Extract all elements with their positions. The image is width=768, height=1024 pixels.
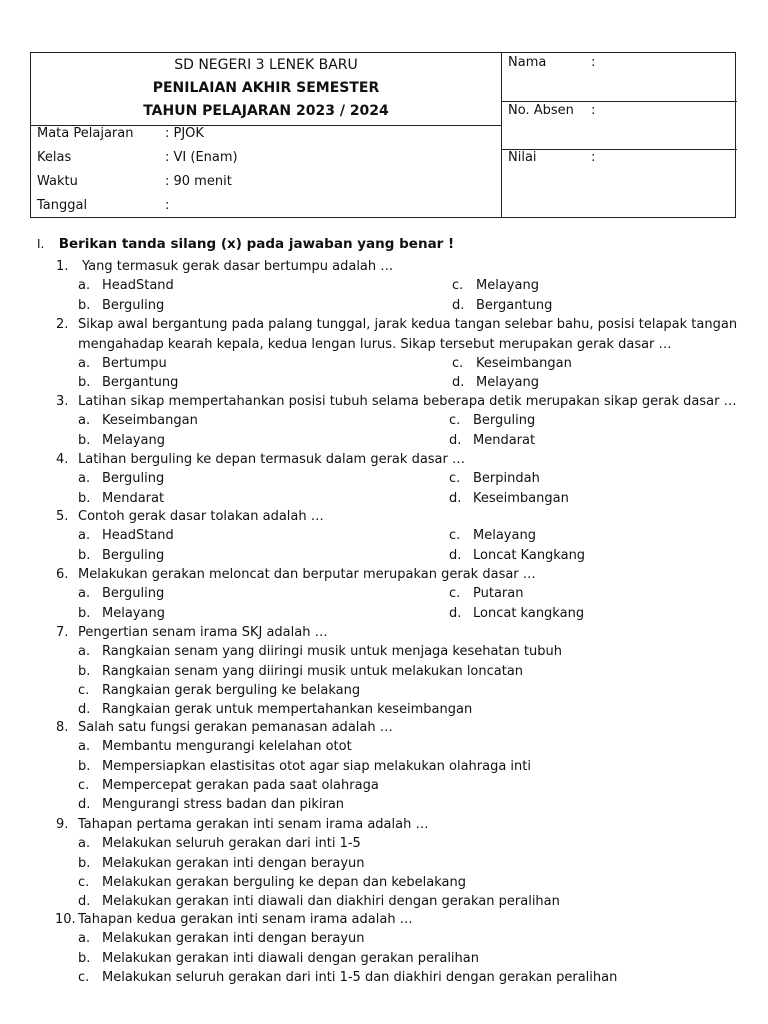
name-label: Nama bbox=[508, 55, 547, 70]
option-text: Melayang bbox=[476, 374, 539, 390]
option-letter: d. bbox=[452, 374, 465, 390]
option-text: Melakukan gerakan inti dengan berayun bbox=[102, 855, 365, 871]
question-text: Contoh gerak dasar tolakan adalah … bbox=[78, 509, 324, 524]
option-letter: c. bbox=[78, 682, 90, 698]
option-text: Mendarat bbox=[102, 490, 165, 506]
option-letter: d. bbox=[78, 797, 91, 813]
option-text: Keseimbangan bbox=[476, 355, 572, 371]
option-letter: b. bbox=[78, 490, 91, 506]
option-text: Loncat Kangkang bbox=[473, 547, 586, 563]
option-text: Loncat kangkang bbox=[473, 605, 585, 621]
option-text: Berpindah bbox=[473, 471, 540, 487]
info-label: Tanggal bbox=[37, 198, 88, 213]
option-text: Bergantung bbox=[102, 374, 179, 390]
question-text: Latihan sikap mempertahankan posisi tubuh selama beberapa detik merupakan sikap gerak dasar … bbox=[78, 394, 737, 409]
option-letter: c. bbox=[449, 586, 461, 602]
option-letter: a. bbox=[78, 931, 91, 947]
option-text: Mempercepat gerakan pada saat olahraga bbox=[102, 777, 379, 793]
option-text: Berguling bbox=[473, 413, 536, 429]
exam-title: PENILAIAN AKHIR SEMESTER bbox=[152, 80, 380, 96]
option-text: Keseimbangan bbox=[473, 490, 569, 506]
option-letter: b. bbox=[78, 758, 91, 774]
option-text: Melakukan gerakan berguling ke depan dan kebelakang bbox=[102, 874, 466, 890]
option-letter: b. bbox=[78, 950, 91, 966]
option-letter: b. bbox=[78, 605, 91, 621]
score-label: Nilai bbox=[508, 150, 537, 165]
option-letter: d. bbox=[449, 547, 462, 563]
option-text: Rangkaian senam yang diiringi musik untuk melakukan loncatan bbox=[102, 663, 524, 679]
question-number: 8. bbox=[56, 720, 69, 735]
option-letter: a. bbox=[78, 644, 91, 660]
option-letter: b. bbox=[78, 547, 91, 563]
question-text: Pengertian senam irama SKJ adalah … bbox=[78, 625, 328, 640]
option-text: Mengurangi stress badan dan pikiran bbox=[102, 797, 345, 813]
question-text: Yang termasuk gerak dasar bertumpu adalah … bbox=[82, 259, 394, 274]
option-letter: a. bbox=[78, 355, 91, 371]
option-letter: a. bbox=[78, 739, 91, 755]
header-divider bbox=[501, 101, 737, 102]
question-number: 1. bbox=[56, 259, 69, 274]
option-text: Berguling bbox=[102, 471, 165, 487]
question-number: 4. bbox=[56, 452, 69, 467]
option-letter: d. bbox=[449, 605, 462, 621]
option-letter: c. bbox=[449, 471, 461, 487]
option-letter: c. bbox=[78, 777, 90, 793]
option-letter: c. bbox=[78, 874, 90, 890]
school-name: SD NEGERI 3 LENEK BARU bbox=[174, 57, 358, 73]
question-text: Melakukan gerakan meloncat dan berputar merupakan gerak dasar … bbox=[78, 567, 536, 582]
option-text: Membantu mengurangi kelelahan otot bbox=[102, 739, 352, 755]
section-heading bbox=[37, 236, 454, 252]
option-text: HeadStand bbox=[102, 528, 174, 544]
option-letter: b. bbox=[78, 297, 91, 313]
question-number: 10. bbox=[55, 912, 76, 927]
option-text: Berguling bbox=[102, 547, 165, 563]
option-text: Bergantung bbox=[476, 297, 553, 313]
option-letter: b. bbox=[78, 374, 91, 390]
name-field[interactable]: : bbox=[591, 55, 596, 70]
question-text: Tahapan kedua gerakan inti senam irama adalah … bbox=[78, 912, 413, 927]
option-letter: d. bbox=[449, 432, 462, 448]
question-text: Tahapan pertama gerakan inti senam irama adalah … bbox=[78, 817, 429, 832]
option-text: Berguling bbox=[102, 297, 165, 313]
option-text: Bertumpu bbox=[102, 355, 167, 371]
school-year: TAHUN PELAJARAN 2023 / 2024 bbox=[143, 103, 389, 119]
option-letter: c. bbox=[452, 278, 464, 294]
option-text: Rangkaian gerak berguling ke belakang bbox=[102, 682, 361, 698]
option-text: Melakukan seluruh gerakan dari inti 1-5 bbox=[102, 836, 361, 852]
option-letter: a. bbox=[78, 528, 91, 544]
option-letter: c. bbox=[78, 969, 90, 985]
option-text: Mempersiapkan elastisitas otot agar siap melakukan olahraga inti bbox=[102, 758, 531, 774]
option-letter: d. bbox=[78, 702, 91, 718]
option-letter: c. bbox=[449, 413, 461, 429]
option-text: HeadStand bbox=[102, 278, 174, 294]
option-text: Melakukan seluruh gerakan dari inti 1-5 dan diakhiri dengan gerakan peralihan bbox=[102, 969, 618, 985]
option-letter: a. bbox=[78, 278, 91, 294]
question-number: 9. bbox=[56, 817, 69, 832]
header-divider bbox=[501, 53, 502, 217]
option-text: Keseimbangan bbox=[102, 413, 198, 429]
info-value: : 90 menit bbox=[165, 174, 232, 189]
option-letter: c. bbox=[449, 528, 461, 544]
option-text: Melayang bbox=[102, 432, 165, 448]
option-text: Rangkaian senam yang diiringi musik untuk menjaga kesehatan tubuh bbox=[102, 644, 562, 660]
option-letter: d. bbox=[452, 297, 465, 313]
section-instruction: Berikan tanda silang (x) pada jawaban yang benar ! bbox=[58, 236, 455, 252]
option-letter: a. bbox=[78, 413, 91, 429]
question-number: 7. bbox=[56, 625, 69, 640]
info-label: Waktu bbox=[37, 174, 78, 189]
option-text: Mendarat bbox=[473, 432, 536, 448]
option-text: Melayang bbox=[102, 605, 165, 621]
question-number: 2. bbox=[56, 317, 69, 332]
section-number: I. bbox=[37, 237, 45, 251]
option-text: Putaran bbox=[473, 586, 524, 602]
option-letter: d. bbox=[78, 894, 91, 910]
question-text: Latihan berguling ke depan termasuk dalam gerak dasar … bbox=[78, 452, 465, 467]
option-letter: b. bbox=[78, 432, 91, 448]
option-letter: b. bbox=[78, 663, 91, 679]
option-letter: a. bbox=[78, 471, 91, 487]
question-number: 6. bbox=[56, 567, 69, 582]
info-value: : VI (Enam) bbox=[165, 150, 238, 165]
header-table bbox=[30, 52, 736, 218]
option-text: Melayang bbox=[473, 528, 536, 544]
question-number: 5. bbox=[56, 509, 69, 524]
question-text: Salah satu fungsi gerakan pemanasan adalah … bbox=[78, 720, 393, 735]
option-text: Melakukan gerakan inti diawali dan diakhiri dengan gerakan peralihan bbox=[102, 894, 560, 910]
info-label: Mata Pelajaran bbox=[37, 126, 134, 141]
question-text: Sikap awal bergantung pada palang tunggal, jarak kedua tangan selebar bahu, posisi telapak tangan mengahadap kearah kepala, kedua lengan lurus. Sikap tersebut merupakan gerak dasar … bbox=[78, 317, 738, 352]
absen-field[interactable]: : bbox=[591, 103, 596, 118]
option-letter: a. bbox=[78, 586, 91, 602]
option-text: Melakukan gerakan inti diawali dengan gerakan peralihan bbox=[102, 950, 479, 966]
option-letter: d. bbox=[449, 490, 462, 506]
info-value: : bbox=[165, 198, 170, 213]
absen-label: No. Absen bbox=[508, 103, 574, 118]
option-text: Melakukan gerakan inti dengan berayun bbox=[102, 931, 365, 947]
option-text: Rangkaian gerak untuk mempertahankan keseimbangan bbox=[102, 702, 473, 718]
info-value: : PJOK bbox=[165, 126, 204, 141]
question-number: 3. bbox=[56, 394, 69, 409]
info-label: Kelas bbox=[37, 150, 72, 165]
option-letter: a. bbox=[78, 836, 91, 852]
score-field[interactable]: : bbox=[591, 150, 596, 165]
option-text: Berguling bbox=[102, 586, 165, 602]
option-letter: c. bbox=[452, 355, 464, 371]
option-letter: b. bbox=[78, 855, 91, 871]
option-text: Melayang bbox=[476, 278, 539, 294]
